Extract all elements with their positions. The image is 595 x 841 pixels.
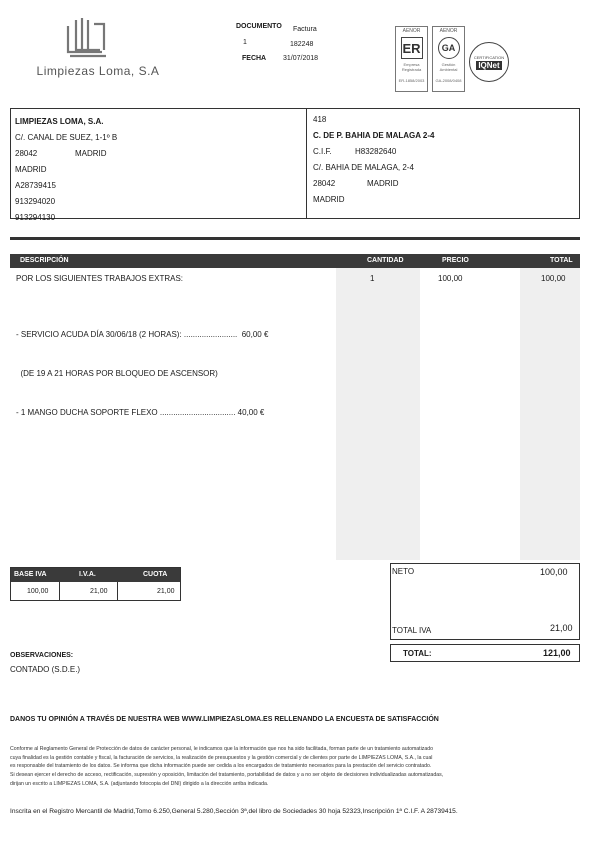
tax-value-cuota: 21,00 — [157, 588, 175, 595]
row-total: 100,00 — [541, 274, 566, 283]
ga-icon: GA — [438, 37, 460, 59]
issuer-postal-code: 28042 — [15, 149, 38, 158]
header-cantidad: CANTIDAD — [367, 257, 404, 264]
observaciones-value: CONTADO (S.D.E.) — [10, 665, 81, 674]
total-value: 121,00 — [543, 648, 571, 658]
client-name: C. DE P. BAHIA DE MALAGA 2-4 — [313, 131, 435, 140]
address-divider — [306, 108, 307, 219]
issuer-name: LIMPIEZAS LOMA, S.A. — [15, 117, 104, 126]
issuer-phone-1: 913294020 — [15, 197, 56, 206]
tax-table — [10, 567, 181, 601]
document-label: DOCUMENTO — [236, 23, 282, 30]
aenor-ga-badge: AENOR GA Gestión Ambiental GA-2008/0408 — [432, 26, 465, 92]
client-cif: H83282640 — [355, 147, 397, 156]
tax-table-header — [11, 568, 180, 582]
neto-value: 100,00 — [540, 567, 568, 577]
logo-text: Limpiezas Loma, S.A — [36, 64, 160, 78]
client-postal-code: 28042 — [313, 179, 336, 188]
iva-label: TOTAL IVA — [392, 626, 432, 635]
detail-line: - 1 MANGO DUCHA SOPORTE FLEXO .................................. 40,00 € — [16, 408, 265, 417]
registry-text: Inscrita en el Registro Mercantil de Madrid,Tomo 6.250,General 5.280,Sección 3ª,del libro de Sociedades 30 hoja 52323,Inscripción 1ª C.I.F. A 28739415. — [10, 808, 458, 815]
company-logo — [28, 12, 168, 84]
table-row — [14, 274, 580, 286]
client-block — [313, 112, 573, 208]
row-descripcion: POR LOS SIGUIENTES TRABAJOS EXTRAS: — [16, 274, 184, 283]
client-code: 418 — [313, 115, 327, 124]
row-cantidad: 1 — [370, 274, 375, 283]
issuer-cif: A28739415 — [15, 181, 56, 190]
survey-text: DANOS TU OPINIÓN A TRAVÉS DE NUESTRA WEB WWW.LIMPIEZASLOMA.ES RELLENANDO LA ENCUESTA DE SATISFACCIÓN — [10, 716, 439, 723]
table-top-rule — [10, 237, 580, 240]
issuer-address: C/. CANAL DE SUEZ, 1-1º B — [15, 133, 118, 142]
client-address: C/. BAHIA DE MALAGA, 2-4 — [313, 163, 414, 172]
iva-value: 21,00 — [550, 623, 573, 633]
issuer-phone-2: 913294130 — [15, 213, 56, 222]
header-total: TOTAL — [550, 257, 573, 264]
observaciones-label: OBSERVACIONES: — [10, 652, 74, 659]
row-precio: 100,00 — [438, 274, 463, 283]
header-descripcion: DESCRIPCIÓN — [20, 257, 69, 264]
iqnet-badge: CERTIFICATION IQNet — [469, 42, 509, 82]
date-value: 31/07/2018 — [283, 55, 319, 62]
date-label: FECHA — [242, 55, 267, 62]
tax-header-base: BASE IVA — [14, 571, 47, 578]
tax-value-base: 100,00 — [27, 588, 49, 595]
total-label: TOTAL: — [403, 649, 432, 658]
detail-line: (DE 19 A 21 HORAS POR BLOQUEO DE ASCENSOR) — [16, 369, 218, 378]
tax-header-cuota: CUOTA — [143, 571, 168, 578]
aenor-er-badge: AENOR ER Empresa Registrada ER-1858/2003 — [395, 26, 428, 92]
client-city: MADRID — [367, 179, 399, 188]
issuer-city: MADRID — [75, 149, 107, 158]
shaded-column-cantidad — [336, 268, 420, 560]
shaded-column-total — [520, 268, 580, 560]
header-precio: PRECIO — [442, 257, 469, 264]
er-icon: ER — [401, 37, 423, 59]
item-details — [16, 302, 336, 432]
neto-label: NETO — [392, 567, 415, 576]
items-table-header — [10, 254, 580, 268]
document-number: 182248 — [290, 41, 314, 48]
logo-mark-icon — [28, 12, 168, 68]
issuer-province: MADRID — [15, 165, 47, 174]
detail-line: - SERVICIO ACUDA DÍA 30/06/18 (2 HORAS): ........................ 60,00 € — [16, 330, 269, 339]
issuer-block — [15, 114, 295, 226]
tax-header-iva: I.V.A. — [79, 571, 96, 578]
iqnet-icon: IQNet — [478, 60, 500, 70]
document-number-label: 1 — [243, 39, 247, 46]
tax-value-iva: 21,00 — [90, 588, 108, 595]
client-cif-label: C.I.F. — [313, 147, 332, 156]
document-type: Factura — [293, 26, 317, 33]
client-province: MADRID — [313, 195, 345, 204]
legal-notice: Conforme al Reglamento General de Protección de datos de carácter personal, le indicamos que la información que nos ha sido facilitada, forman parte de un tratamiento automatizado cuya finalidad es la gestión contable y fiscal, la facturación de servicios, la realización de presupuestos y la gestión comercial y de clientes por parte de LIMPIEZAS LOMA, S.A., la cual es responsable del tratamiento de los datos. Se informa que dicha información puede ser cedida a los encargados de tratamiento necesarios para la prestación del servicio contratado. Si desean ejercer el derecho de acceso, rectificación, supresión y oposición, limitación del tratamiento, portabilidad de datos y a no ser objeto de decisiones individualizadas automatizadas, dirijan un escrito a LIMPIEZAS LOMA, S.A. (adjuntando fotocopia del DNI) dirigido a la dirección arriba indicada. — [10, 746, 444, 787]
